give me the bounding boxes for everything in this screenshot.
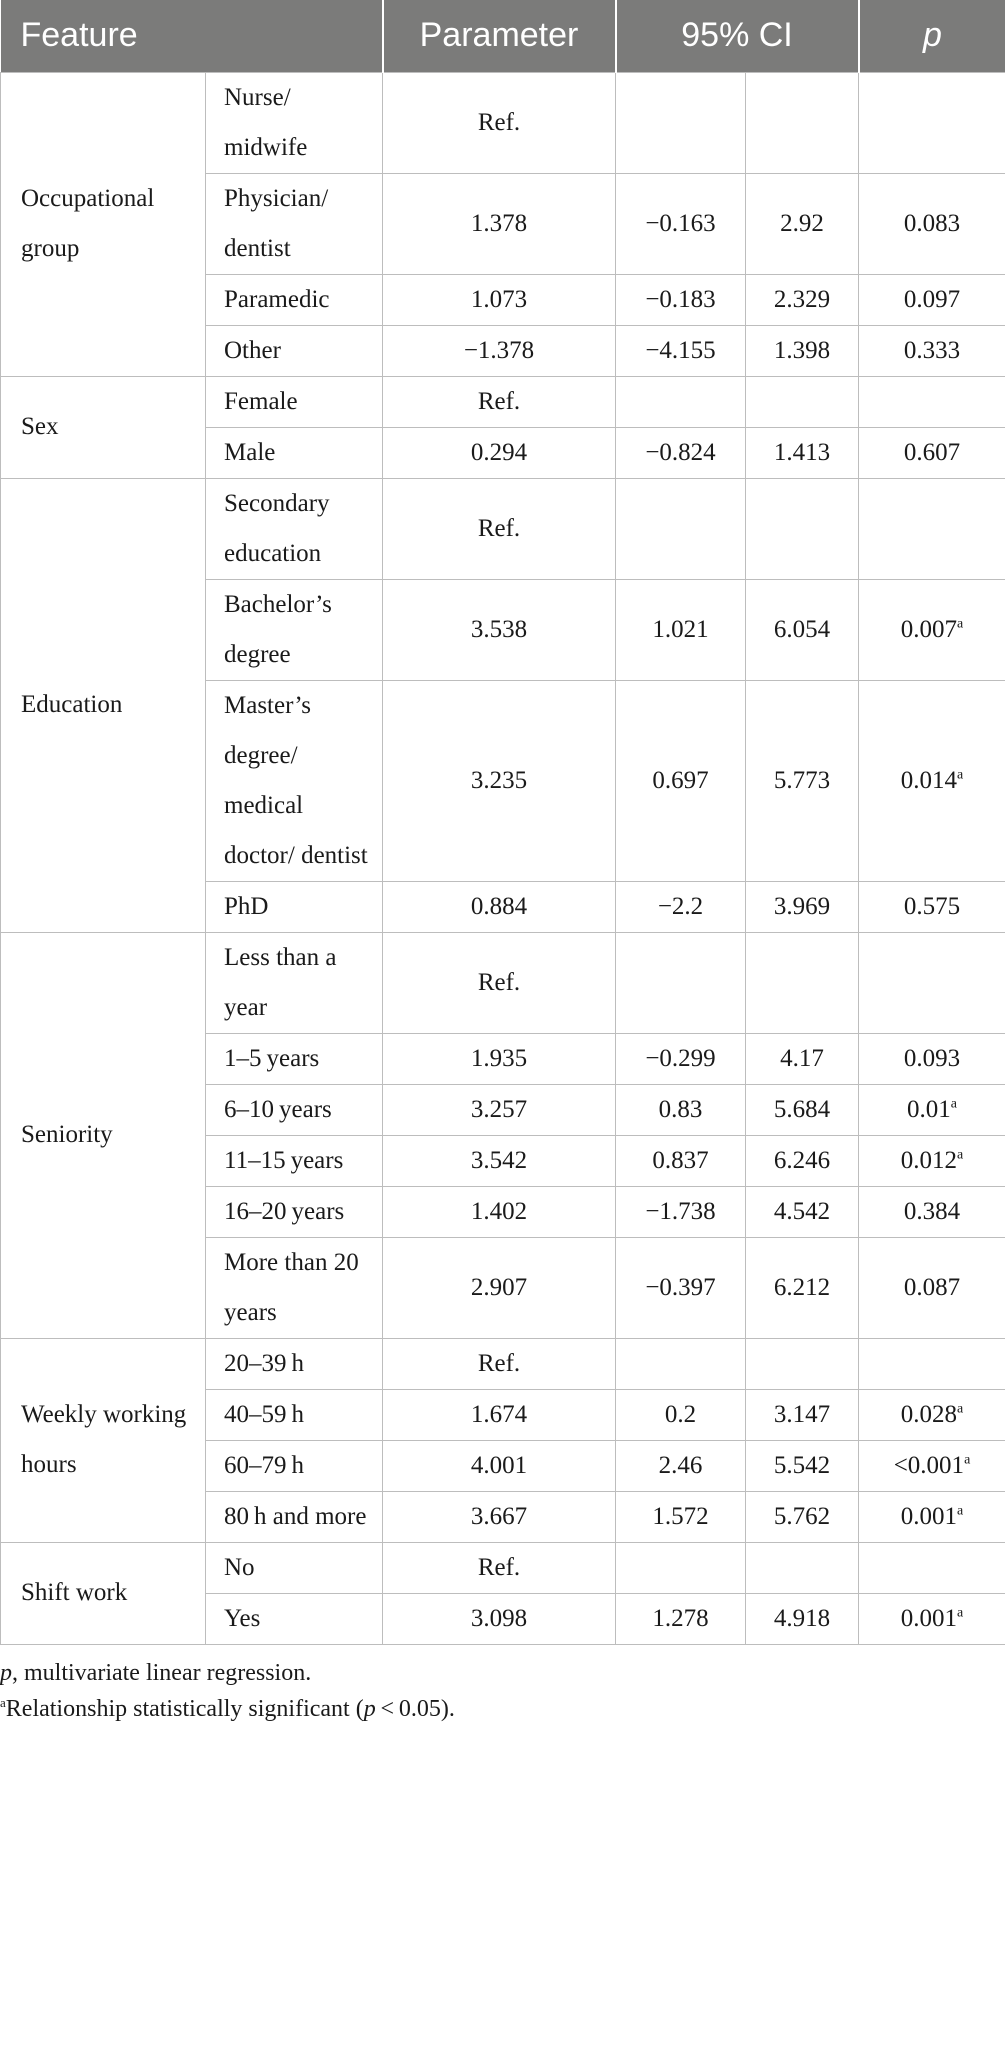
ci-lower-cell [616, 72, 746, 173]
header-feature: Feature [20, 16, 138, 55]
p-value: 0.333 [903, 336, 961, 364]
parameter-cell: 1.378 [383, 173, 616, 274]
p-value-cell [859, 325, 1005, 376]
p-value-cell [859, 881, 1005, 932]
p-value: 0.014 [900, 766, 958, 794]
level-cell: Less than a year [206, 932, 383, 1033]
table-row [1, 1338, 1005, 1389]
footnote-p [0, 1655, 1005, 1691]
parameter-cell: 1.935 [383, 1033, 616, 1084]
ci-lower-cell: 2.46 [616, 1440, 746, 1491]
parameter-cell: Ref. [383, 932, 616, 1033]
footnote-significance [0, 1691, 1005, 1727]
footnote-p-symbol: p [0, 1659, 12, 1686]
parameter-cell: −1.378 [383, 325, 616, 376]
p-value-cell [859, 1084, 1005, 1135]
p-value-cell [859, 376, 1005, 427]
ci-upper-cell: 6.054 [746, 579, 859, 680]
parameter-cell: Ref. [383, 376, 616, 427]
ci-upper-cell [746, 376, 859, 427]
p-value: 0.097 [903, 285, 961, 313]
level-cell: More than 20 years [206, 1237, 383, 1338]
ci-lower-cell: 0.83 [616, 1084, 746, 1135]
ci-upper-cell: 6.212 [746, 1237, 859, 1338]
ci-lower-cell: −2.2 [616, 881, 746, 932]
ci-upper-cell: 2.92 [746, 173, 859, 274]
ci-upper-cell: 5.762 [746, 1491, 859, 1542]
footnotes [0, 1645, 1005, 1727]
table-row [1, 376, 1005, 427]
ci-lower-cell [616, 376, 746, 427]
ci-upper-cell: 4.17 [746, 1033, 859, 1084]
ci-upper-cell [746, 478, 859, 579]
ci-lower-cell [616, 1338, 746, 1389]
level-cell: 60–79 h [206, 1440, 383, 1491]
table-row [1, 1542, 1005, 1593]
parameter-cell: 2.907 [383, 1237, 616, 1338]
p-value: 0.012 [900, 1146, 958, 1174]
significance-marker: a [964, 1452, 971, 1468]
feature-cell: Sex [1, 376, 206, 478]
parameter-cell: 3.235 [383, 680, 616, 881]
level-cell: 40–59 h [206, 1389, 383, 1440]
p-value-cell [859, 427, 1005, 478]
parameter-cell: 1.402 [383, 1186, 616, 1237]
significance-marker: a [957, 1401, 964, 1417]
table-row [1, 72, 1005, 173]
header-ci: 95% CI [616, 0, 859, 72]
p-value-cell [859, 1389, 1005, 1440]
feature-cell: Shift work [1, 1542, 206, 1644]
level-cell: Yes [206, 1593, 383, 1644]
p-value-cell [859, 1542, 1005, 1593]
table-row [1, 932, 1005, 1033]
parameter-cell: 1.674 [383, 1389, 616, 1440]
parameter-cell: 3.667 [383, 1491, 616, 1542]
ci-upper-cell [746, 72, 859, 173]
table-header [1, 0, 1005, 72]
level-cell: Master’s degree/ medical doctor/ dentist [206, 680, 383, 881]
ci-upper-cell [746, 1542, 859, 1593]
level-cell: PhD [206, 881, 383, 932]
level-cell: 20–39 h [206, 1338, 383, 1389]
level-cell: Female [206, 376, 383, 427]
header-p: p [859, 0, 1005, 72]
parameter-cell: Ref. [383, 478, 616, 579]
ci-upper-cell: 4.542 [746, 1186, 859, 1237]
ci-lower-cell: −0.299 [616, 1033, 746, 1084]
ci-lower-cell: 0.2 [616, 1389, 746, 1440]
ci-lower-cell [616, 1542, 746, 1593]
level-cell: 6–10 years [206, 1084, 383, 1135]
footnote-a-p: p [363, 1695, 376, 1722]
significance-marker: a [957, 1147, 964, 1163]
p-value: 0.001 [900, 1502, 958, 1530]
ci-lower-cell: −4.155 [616, 325, 746, 376]
ci-upper-cell [746, 932, 859, 1033]
ci-upper-cell: 5.684 [746, 1084, 859, 1135]
p-value: 0.01 [907, 1095, 951, 1123]
ci-upper-cell: 3.147 [746, 1389, 859, 1440]
p-value-cell [859, 1186, 1005, 1237]
parameter-cell: Ref. [383, 72, 616, 173]
p-value: 0.001 [900, 1604, 958, 1632]
p-value: 0.575 [903, 892, 961, 920]
header-row [1, 0, 1005, 72]
parameter-cell: Ref. [383, 1338, 616, 1389]
p-value-cell [859, 932, 1005, 1033]
level-cell: 1–5 years [206, 1033, 383, 1084]
table-body [1, 72, 1005, 1644]
ci-upper-cell: 3.969 [746, 881, 859, 932]
ci-upper-cell: 6.246 [746, 1135, 859, 1186]
feature-cell: Education [1, 478, 206, 932]
footnote-a-mark: a [0, 1694, 6, 1710]
p-value: 0.007 [900, 615, 958, 643]
parameter-cell: 3.257 [383, 1084, 616, 1135]
significance-marker: a [950, 1096, 957, 1112]
ci-upper-cell: 2.329 [746, 274, 859, 325]
ci-lower-cell: −0.824 [616, 427, 746, 478]
p-value: 0.087 [903, 1273, 961, 1301]
table-row [1, 478, 1005, 579]
ci-lower-cell: 1.278 [616, 1593, 746, 1644]
ci-upper-cell [746, 1338, 859, 1389]
parameter-cell: 0.884 [383, 881, 616, 932]
parameter-cell: 3.098 [383, 1593, 616, 1644]
ci-lower-cell: −1.738 [616, 1186, 746, 1237]
p-value-cell [859, 1440, 1005, 1491]
level-cell: Bachelor’s degree [206, 579, 383, 680]
p-value-cell [859, 1338, 1005, 1389]
footnote-a-end: < 0.05). [375, 1695, 455, 1722]
ci-upper-cell: 5.773 [746, 680, 859, 881]
ci-upper-cell: 1.398 [746, 325, 859, 376]
ci-lower-cell: 1.572 [616, 1491, 746, 1542]
parameter-cell: 0.294 [383, 427, 616, 478]
parameter-cell: 3.538 [383, 579, 616, 680]
p-value-cell [859, 579, 1005, 680]
significance-marker: a [957, 1605, 964, 1621]
level-cell: No [206, 1542, 383, 1593]
parameter-cell: 3.542 [383, 1135, 616, 1186]
ci-lower-cell [616, 478, 746, 579]
level-cell: 11–15 years [206, 1135, 383, 1186]
footnote-p-text: , multivariate linear regression. [12, 1659, 312, 1686]
level-cell: 80 h and more [206, 1491, 383, 1542]
ci-lower-cell: 0.697 [616, 680, 746, 881]
p-value-cell [859, 1593, 1005, 1644]
ci-lower-cell [616, 932, 746, 1033]
level-cell: Other [206, 325, 383, 376]
level-cell: Male [206, 427, 383, 478]
level-cell: 16–20 years [206, 1186, 383, 1237]
feature-cell: Weekly working hours [1, 1338, 206, 1542]
ci-upper-cell: 1.413 [746, 427, 859, 478]
significance-marker: a [957, 616, 964, 632]
p-value-cell [859, 173, 1005, 274]
p-value-cell [859, 680, 1005, 881]
parameter-cell: 4.001 [383, 1440, 616, 1491]
ci-lower-cell: −0.397 [616, 1237, 746, 1338]
significance-marker: a [957, 767, 964, 783]
p-value-cell [859, 274, 1005, 325]
ci-upper-cell: 4.918 [746, 1593, 859, 1644]
p-value: 0.083 [903, 209, 961, 237]
p-value-cell [859, 1033, 1005, 1084]
p-value: <0.001 [893, 1451, 965, 1479]
p-value-cell [859, 1237, 1005, 1338]
ci-upper-cell: 5.542 [746, 1440, 859, 1491]
p-value: 0.384 [903, 1197, 961, 1225]
level-cell: Secondary education [206, 478, 383, 579]
header-parameter: Parameter [383, 0, 616, 72]
p-value-cell [859, 478, 1005, 579]
p-value: 0.093 [903, 1044, 961, 1072]
ci-lower-cell: −0.183 [616, 274, 746, 325]
feature-cell: Occupational group [1, 72, 206, 376]
feature-cell: Seniority [1, 932, 206, 1338]
level-cell: Nurse/ midwife [206, 72, 383, 173]
parameter-cell: Ref. [383, 1542, 616, 1593]
p-value-cell [859, 1491, 1005, 1542]
ci-lower-cell: −0.163 [616, 173, 746, 274]
p-value-cell [859, 72, 1005, 173]
level-cell: Physician/ dentist [206, 173, 383, 274]
p-value: 0.028 [900, 1400, 958, 1428]
footnote-a-text: Relationship statistically significant ( [5, 1695, 364, 1722]
p-value: 0.607 [903, 438, 961, 466]
ci-lower-cell: 1.021 [616, 579, 746, 680]
parameter-cell: 1.073 [383, 274, 616, 325]
significance-marker: a [957, 1503, 964, 1519]
p-value-cell [859, 1135, 1005, 1186]
level-cell: Paramedic [206, 274, 383, 325]
ci-lower-cell: 0.837 [616, 1135, 746, 1186]
